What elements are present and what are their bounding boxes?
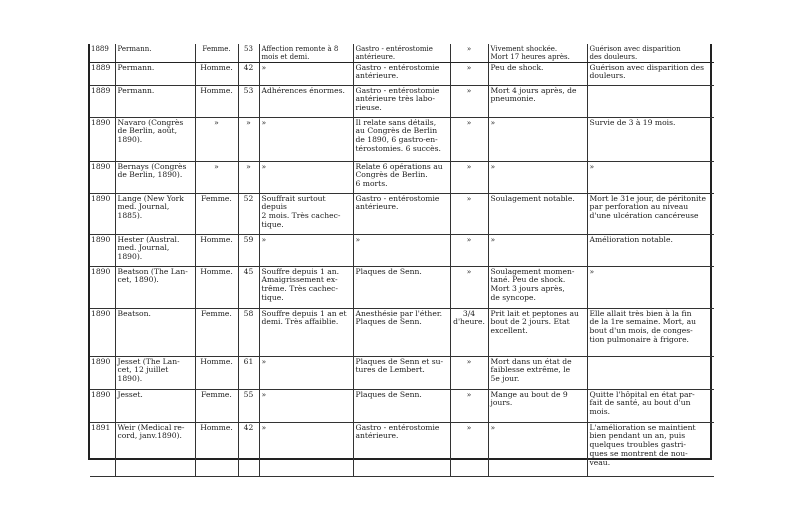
result-cell: » bbox=[488, 117, 587, 161]
operation-cell: Anesthésie par l'éther. Plaques de Senn. bbox=[353, 308, 450, 356]
result-cell: Soulagement momen- tané. Peu de shock. Mort 3 jours après, de syncope. bbox=[488, 266, 587, 308]
result-cell: Soulagement notable. bbox=[488, 193, 587, 234]
operation-cell: Relate 6 opérations au Congrès de Berlin. 6 morts. bbox=[353, 161, 450, 193]
year-cell: 1890 bbox=[90, 117, 115, 161]
result-cell: Mort 4 jours après, de pneumonie. bbox=[488, 85, 587, 117]
result-cell: Peu de shock. bbox=[488, 62, 587, 85]
age-cell: » bbox=[238, 117, 259, 161]
sex-cell: » bbox=[195, 161, 238, 193]
sex-cell: Homme. bbox=[195, 356, 238, 389]
year-cell: 1889 bbox=[90, 44, 115, 62]
sex-cell: Femme. bbox=[195, 389, 238, 422]
operation-cell: » bbox=[353, 234, 450, 266]
result-cell: » bbox=[488, 234, 587, 266]
author-cell: Bernays (Congrès de Berlin, 1890). bbox=[115, 161, 195, 193]
year-cell: 1890 bbox=[90, 356, 115, 389]
duration-cell: » bbox=[450, 193, 488, 234]
symptoms-cell: Adhérences énormes. bbox=[259, 85, 353, 117]
duration-cell: » bbox=[450, 117, 488, 161]
author-cell: Permann. bbox=[115, 62, 195, 85]
table-row bbox=[90, 308, 714, 356]
sex-cell: Femme. bbox=[195, 193, 238, 234]
sex-cell: Homme. bbox=[195, 234, 238, 266]
sex-cell: Femme. bbox=[195, 308, 238, 356]
symptoms-cell: » bbox=[259, 117, 353, 161]
outcome-cell: L'amélioration se maintient bien pendant un an, puis quelques troubles gastri- ques se montrent de nou- veau. bbox=[587, 422, 714, 476]
operation-cell: Gastro - entérostomie antérieure. bbox=[353, 193, 450, 234]
year-cell: 1890 bbox=[90, 161, 115, 193]
age-cell: 53 bbox=[238, 85, 259, 117]
sex-cell: Homme. bbox=[195, 422, 238, 476]
duration-cell: » bbox=[450, 161, 488, 193]
author-cell: Lange (New York med. Journal, 1885). bbox=[115, 193, 195, 234]
outcome-cell: Quitte l'hôpital en état par- fait de santé, au bout d'un mois. bbox=[587, 389, 714, 422]
duration-cell: » bbox=[450, 389, 488, 422]
author-cell: Jesset. bbox=[115, 389, 195, 422]
age-cell: 58 bbox=[238, 308, 259, 356]
symptoms-cell: » bbox=[259, 62, 353, 85]
age-cell: 45 bbox=[238, 266, 259, 308]
author-cell: Hester (Austral. med. Journal, 1890). bbox=[115, 234, 195, 266]
table-row bbox=[90, 234, 714, 266]
age-cell: » bbox=[238, 161, 259, 193]
outcome-cell bbox=[587, 85, 714, 117]
table-row bbox=[90, 389, 714, 422]
author-cell: Permann. bbox=[115, 44, 195, 62]
table-row bbox=[90, 422, 714, 476]
sex-cell: » bbox=[195, 117, 238, 161]
duration-cell: » bbox=[450, 62, 488, 85]
year-cell: 1890 bbox=[90, 193, 115, 234]
duration-cell: » bbox=[450, 234, 488, 266]
age-cell: 53 bbox=[238, 44, 259, 62]
table-row bbox=[90, 44, 714, 62]
result-cell: Vivement shockée. Mort 17 heures après. bbox=[488, 44, 587, 62]
table-row bbox=[90, 62, 714, 85]
year-cell: 1890 bbox=[90, 308, 115, 356]
duration-cell: » bbox=[450, 266, 488, 308]
age-cell: 59 bbox=[238, 234, 259, 266]
symptoms-cell: » bbox=[259, 389, 353, 422]
author-cell: Weir (Medical re- cord, janv.1890). bbox=[115, 422, 195, 476]
sex-cell: Homme. bbox=[195, 266, 238, 308]
symptoms-cell: Souffre depuis 1 an et demi. Très affaiblie. bbox=[259, 308, 353, 356]
operation-cell: Plaques de Senn. bbox=[353, 389, 450, 422]
outcome-cell: » bbox=[587, 161, 714, 193]
duration-cell: » bbox=[450, 44, 488, 62]
operation-cell: Plaques de Senn et su- tures de Lembert. bbox=[353, 356, 450, 389]
outcome-cell: Mort le 31e jour, de péritonite par perforation au niveau d'une ulcération cancéreuse bbox=[587, 193, 714, 234]
duration-cell: » bbox=[450, 85, 488, 117]
outcome-cell: Guérison avec disparition des douleurs. bbox=[587, 44, 714, 62]
age-cell: 42 bbox=[238, 422, 259, 476]
age-cell: 42 bbox=[238, 62, 259, 85]
outcome-cell: Survie de 3 à 19 mois. bbox=[587, 117, 714, 161]
sex-cell: Femme. bbox=[195, 44, 238, 62]
author-cell: Beatson. bbox=[115, 308, 195, 356]
document-page bbox=[88, 44, 712, 468]
age-cell: 52 bbox=[238, 193, 259, 234]
outcome-cell: Elle allait très bien à la fin de la 1re semaine. Mort, au bout d'un mois, de conges- tion pulmonaire à frigore. bbox=[587, 308, 714, 356]
year-cell: 1891 bbox=[90, 422, 115, 476]
author-cell: Jesset (The Lan- cet, 12 juillet 1890). bbox=[115, 356, 195, 389]
age-cell: 61 bbox=[238, 356, 259, 389]
symptoms-cell: Souffre depuis 1 an. Amaigrissement ex- trême. Très cachec- tique. bbox=[259, 266, 353, 308]
result-cell: Mort dans un état de faiblesse extrême, le 5e jour. bbox=[488, 356, 587, 389]
duration-cell: » bbox=[450, 356, 488, 389]
operation-cell: Plaques de Senn. bbox=[353, 266, 450, 308]
symptoms-cell: » bbox=[259, 422, 353, 476]
outcome-cell bbox=[587, 356, 714, 389]
sex-cell: Homme. bbox=[195, 62, 238, 85]
symptoms-cell: Affection remonte à 8 mois et demi. bbox=[259, 44, 353, 62]
table-row bbox=[90, 85, 714, 117]
author-cell: Navaro (Congrès de Berlin, août, 1890). bbox=[115, 117, 195, 161]
table-row bbox=[90, 356, 714, 389]
result-cell: Mange au bout de 9 jours. bbox=[488, 389, 587, 422]
age-cell: 55 bbox=[238, 389, 259, 422]
outcome-cell: Amélioration notable. bbox=[587, 234, 714, 266]
cases-table bbox=[90, 44, 714, 477]
year-cell: 1890 bbox=[90, 266, 115, 308]
duration-cell: » bbox=[450, 422, 488, 476]
table-row bbox=[90, 193, 714, 234]
outcome-cell: Guérison avec disparition des douleurs. bbox=[587, 62, 714, 85]
year-cell: 1889 bbox=[90, 62, 115, 85]
operation-cell: Gastro - entérostomie antérieure. bbox=[353, 422, 450, 476]
result-cell: » bbox=[488, 161, 587, 193]
duration-cell: 3/4 d'heure. bbox=[450, 308, 488, 356]
table-body bbox=[90, 44, 714, 476]
sex-cell: Homme. bbox=[195, 85, 238, 117]
outcome-cell: » bbox=[587, 266, 714, 308]
year-cell: 1890 bbox=[90, 389, 115, 422]
symptoms-cell: » bbox=[259, 234, 353, 266]
operation-cell: Gastro - entérostomie antérieure. bbox=[353, 62, 450, 85]
year-cell: 1890 bbox=[90, 234, 115, 266]
author-cell: Beatson (The Lan- cet, 1890). bbox=[115, 266, 195, 308]
operation-cell: Gastro - entérostomie antérieure. bbox=[353, 44, 450, 62]
year-cell: 1889 bbox=[90, 85, 115, 117]
table-row bbox=[90, 117, 714, 161]
operation-cell: Gastro - entérostomie antérieure très labo- rieuse. bbox=[353, 85, 450, 117]
author-cell: Permann. bbox=[115, 85, 195, 117]
operation-cell: Il relate sans détails, au Congrès de Berlin de 1890, 6 gastro-en- térostomies. 6 succès. bbox=[353, 117, 450, 161]
table-row bbox=[90, 161, 714, 193]
symptoms-cell: » bbox=[259, 161, 353, 193]
table-row bbox=[90, 266, 714, 308]
symptoms-cell: Souffrait surtout depuis 2 mois. Très cachec- tique. bbox=[259, 193, 353, 234]
result-cell: Prit lait et peptones au bout de 2 jours. Etat excellent. bbox=[488, 308, 587, 356]
symptoms-cell: » bbox=[259, 356, 353, 389]
result-cell: » bbox=[488, 422, 587, 476]
